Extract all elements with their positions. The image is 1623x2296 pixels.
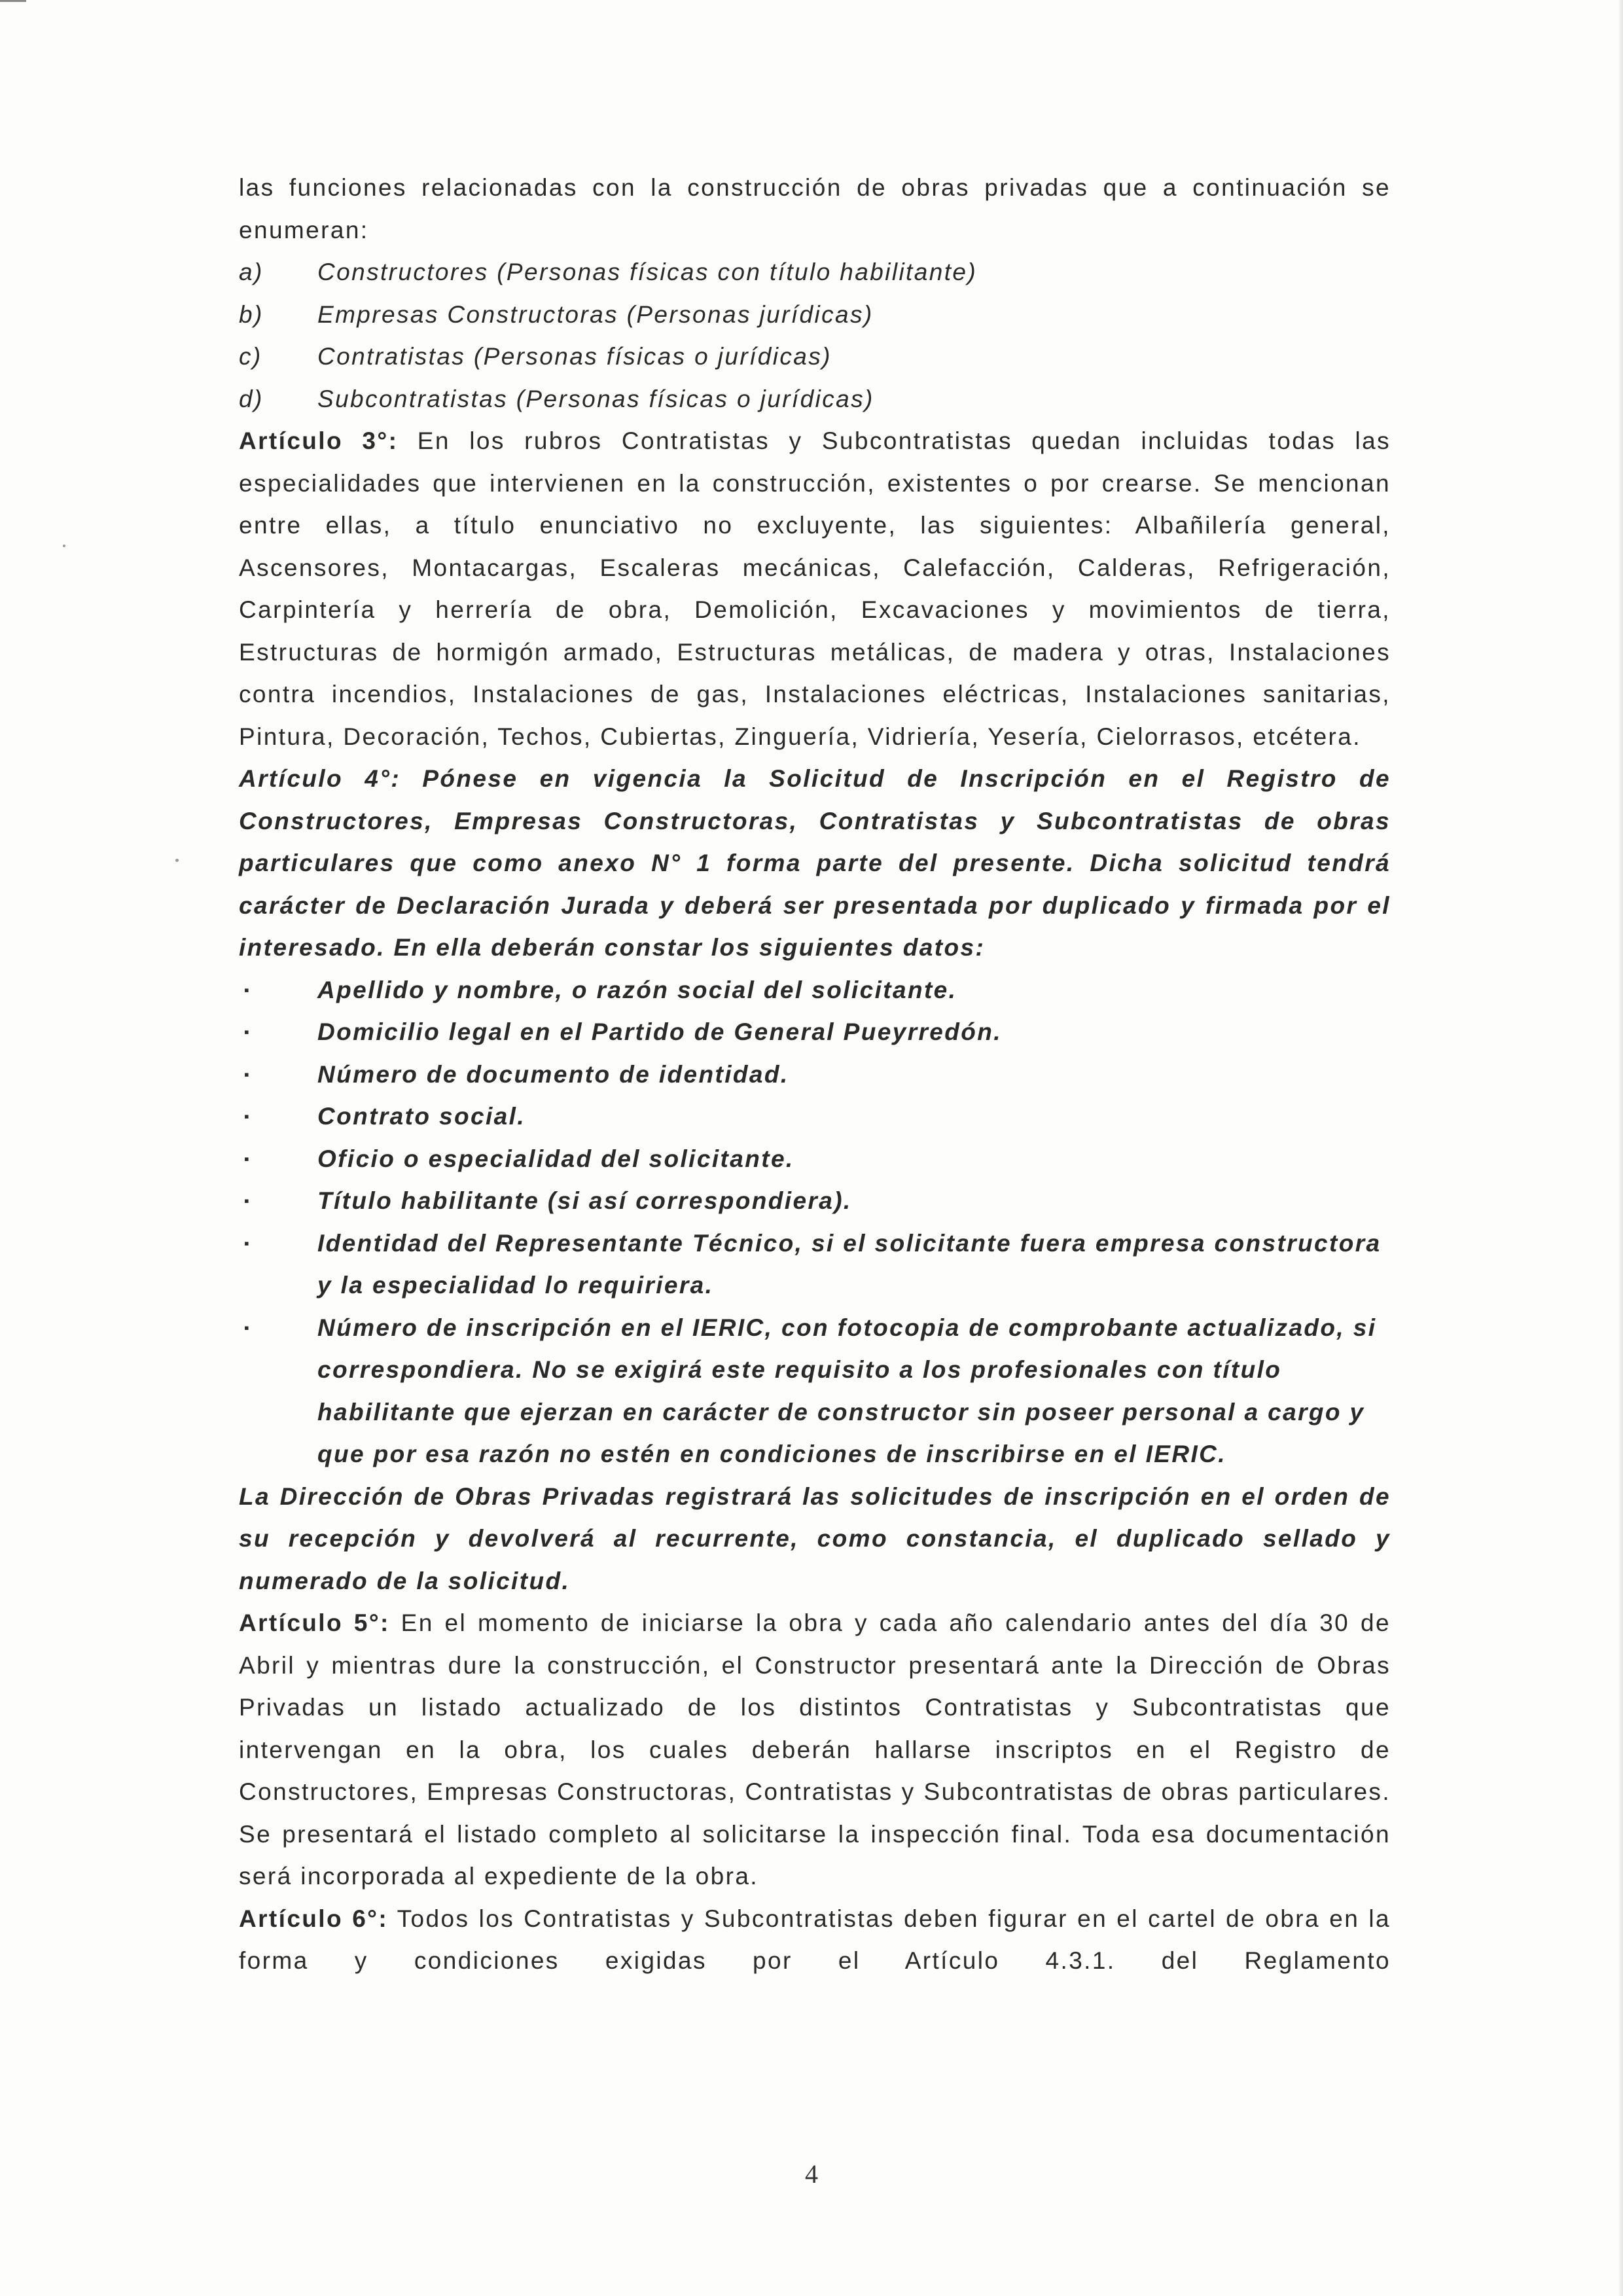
category-label: d) [239,385,264,412]
requirement-item [239,1307,1391,1476]
bullet-marker: ▪ [244,1066,251,1083]
article-4 [239,758,1391,969]
requirement-item [239,1138,1391,1181]
requirement-text: Número de documento de identidad. [317,1060,789,1088]
requirement-text: Identidad del Representante Técnico, si el solicitante fuera empresa constructora y la especialidad lo requiriera. [317,1229,1382,1299]
requirement-text: Apellido y nombre, o razón social del solicitante. [317,976,957,1003]
article-3-label: Artículo 3°: [239,427,399,454]
bullet-marker: ▪ [244,981,251,998]
bullet-marker: ▪ [244,1193,251,1209]
bullet-marker: ▪ [244,1024,251,1040]
bullet-marker: ▪ [244,1108,251,1124]
category-item [239,294,1391,336]
bullet-marker: ▪ [244,1319,251,1336]
category-text: Empresas Constructoras (Personas jurídicas) [317,300,874,328]
article-5-label: Artículo 5°: [239,1609,390,1636]
article-3 [239,420,1391,758]
scan-speck [63,545,65,547]
article-4-label: Artículo 4°: [239,765,401,792]
category-text: Constructores (Personas físicas con título habilitante) [317,259,978,285]
category-label: c) [239,343,262,370]
category-list [239,251,1391,420]
scan-edge-shadow [1619,0,1623,2296]
requirement-text: Contrato social. [317,1103,526,1130]
article-5 [239,1602,1391,1898]
page-number: 4 [805,2159,818,2189]
requirement-text: Oficio o especialidad del solicitante. [317,1145,794,1172]
bullet-marker: ▪ [244,1234,251,1251]
requirement-item [239,1011,1391,1054]
scan-edge-mark [0,0,26,2]
article-4-text: Pónese en vigencia la Solicitud de Inscripción en el Registro de Constructores, Empresas Constructoras, Contratistas y Subcontratistas de obras particulares que como anexo N° 1 forma parte del presente. Dicha solicitud tendrá carácter de Declaración Jurada y deberá ser presentada por duplicado y firmada por el interesado. En ella deberán constar los siguientes datos: [239,765,1391,961]
document-body [239,167,1391,1982]
category-item [239,336,1391,378]
requirement-text: Número de inscripción en el IERIC, con fotocopia de comprobante actualizado, si correspondiera. No se exigirá este requisito a los profesionales con título habilitante que ejerzan en carácter de constructor sin poseer personal a cargo y que por esa razón no estén en condiciones de inscribirse en el IERIC. [317,1314,1377,1467]
category-label: b) [239,300,264,328]
article-5-text: En el momento de iniciarse la obra y cada año calendario antes del día 30 de Abril y mientras dure la construcción, el Constructor presentará ante la Dirección de Obras Privadas un listado actualizado de los distintos Contratistas y Subcontratistas que intervengan en la obra, los cuales deberán hallarse inscriptos en el Registro de Constructores, Empresas Constructoras, Contratistas y Subcontratistas de obras particulares. Se presentará el listado completo al solicitarse la inspección final. Toda esa documentación será incorporada al expediente de la obra. [239,1609,1391,1890]
category-item [239,251,1391,294]
article-6-text: Todos los Contratistas y Subcontratistas deben figurar en el cartel de obra en la forma y condiciones exigidas por el Artículo 4.3.1. del Reglamento [239,1905,1391,1974]
article-4-closing: La Dirección de Obras Privadas registrará las solicitudes de inscripción en el orden de su recepción y devolverá al recurrente, como constancia, el duplicado sellado y numerado de la solicitud. [239,1482,1391,1594]
requirement-item [239,1054,1391,1096]
article-6-label: Artículo 6°: [239,1905,389,1932]
category-text: Contratistas (Personas físicas o jurídicas) [317,343,832,370]
category-text: Subcontratistas (Personas físicas o jurídicas) [317,385,874,412]
requirement-item [239,1096,1391,1138]
requirements-list [239,969,1391,1476]
requirement-item [239,1223,1391,1307]
category-label: a) [239,259,264,285]
intro-paragraph: las funciones relacionadas con la construcción de obras privadas que a continuación se enumeran: [239,174,1391,243]
article-3-text: En los rubros Contratistas y Subcontratistas quedan incluidas todas las especialidades que intervienen en la construcción, existentes o por crearse. Se mencionan entre ellas, a título enunciativo no excluyente, las siguientes: Albañilería general, Ascensores, Montacargas, Escaleras mecánicas, Calefacción, Calderas, Refrigeración, Carpintería y herrería de obra, Demolición, Excavaciones y movimientos de tierra, Estructuras de hormigón armado, Estructuras metálicas, de madera y otras, Instalaciones contra incendios, Instalaciones de gas, Instalaciones eléctricas, Instalaciones sanitarias, Pintura, Decoración, Techos, Cubiertas, Zinguería, Vidriería, Yesería, Cielorrasos, etcétera. [239,427,1391,750]
requirement-item [239,969,1391,1012]
category-item [239,378,1391,421]
scan-speck [175,859,179,862]
article-6 [239,1898,1391,1982]
requirement-item [239,1180,1391,1223]
bullet-marker: ▪ [244,1150,251,1167]
requirement-text: Título habilitante (si así correspondiera). [317,1187,852,1214]
requirement-text: Domicilio legal en el Partido de General Pueyrredón. [317,1018,1002,1045]
